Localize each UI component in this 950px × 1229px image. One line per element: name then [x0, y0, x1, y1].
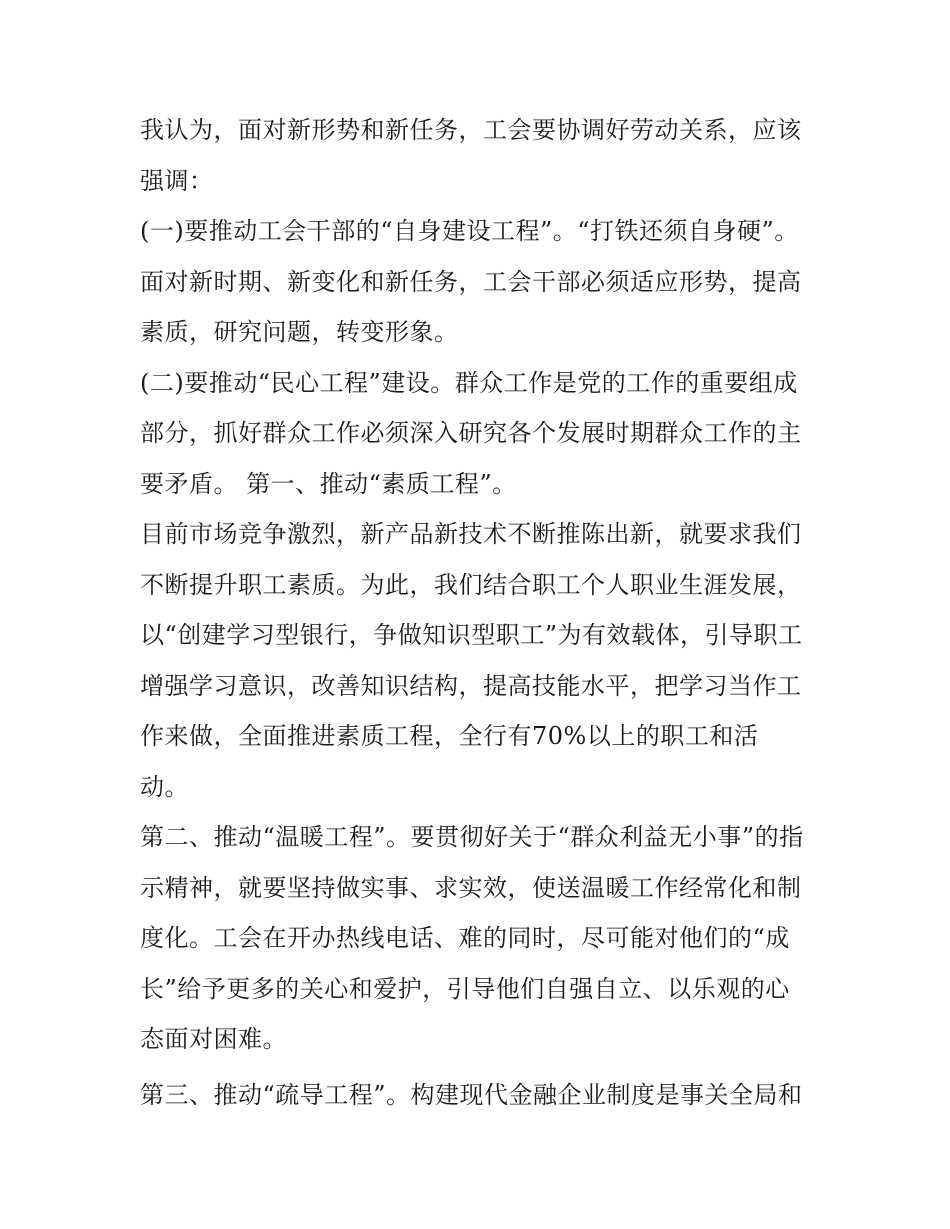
text-line: 第三、推动“疏导工程”。构建现代金融企业制度是事关全局和: [140, 1081, 803, 1109]
text-line: 动。: [140, 773, 189, 801]
text-line: (一)要推动工会干部的“自身建设工程”。“打铁还须自身硬”。: [140, 217, 799, 245]
text-line: 作来做，全面推进素质工程，全行有70%以上的职工和活: [140, 722, 759, 750]
text-line: 部分，抓好群众工作必须深入研究各个发展时期群众工作的主: [140, 419, 802, 447]
text-line: 度化。工会在开办热线电话、难的同时，尽可能对他们的“成: [140, 924, 790, 952]
text-line: 目前市场竞争激烈，新产品新技术不断推陈出新，就要求我们: [140, 520, 802, 548]
text-line: 强调：: [140, 167, 214, 195]
text-line: 示精神，就要坚持做实事、求实效，使送温暖工作经常化和制: [140, 874, 802, 902]
text-line: 不断提升职工素质。为此，我们结合职工个人职业生涯发展，: [140, 571, 802, 599]
text-line: 要矛盾。 第一、推动“素质工程”。: [140, 470, 517, 498]
text-line: 以“创建学习型银行，争做知识型职工”为有效载体，引导职工: [140, 621, 803, 649]
text-line: (二)要推动“民心工程”建设。群众工作是党的工作的重要组成: [140, 369, 798, 397]
text-line: 长”给予更多的关心和爱护，引导他们自强自立、以乐观的心: [140, 975, 790, 1003]
text-line: 第二、推动“温暖工程”。要贯彻好关于“群众利益无小事”的指: [140, 823, 804, 851]
text-line: 态面对困难。: [140, 1025, 287, 1053]
text-line: 面对新时期、新变化和新任务，工会干部必须适应形势，提高: [140, 268, 802, 296]
text-line: 我认为，面对新形势和新任务，工会要协调好劳动关系，应该: [140, 116, 802, 144]
text-line: 素质，研究问题，转变形象。: [140, 318, 459, 346]
text-line: 增强学习意识，改善知识结构，提高技能水平，把学习当作工: [140, 672, 802, 700]
